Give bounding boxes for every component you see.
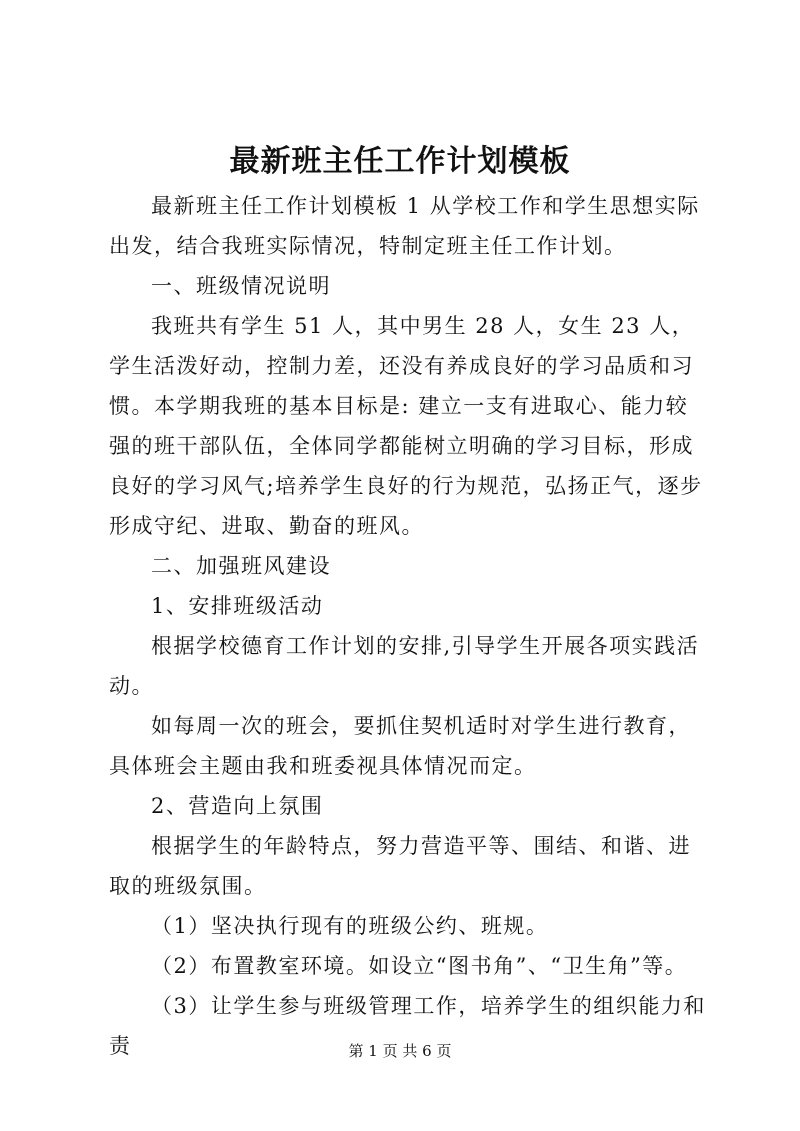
paragraph-activities: 根据学校德育工作计划的安排,引导学生开展各项实践活动。 — [109, 634, 700, 698]
paragraph-intro: 最新班主任工作计划模板 1 从学校工作和学生思想实际出发，结合我班实际情况，特制定班主任工作计划。 — [109, 194, 700, 258]
heading-section-1: 一、班级情况说明 — [151, 274, 331, 298]
document-title: 最新班主任工作计划模板 — [229, 144, 571, 179]
subheading-activities: 1、安排班级活动 — [151, 594, 324, 618]
document-body — [109, 186, 709, 1066]
heading-section-2: 二、加强班风建设 — [151, 554, 331, 578]
paragraph-class-meeting: 如每周一次的班会，要抓住契机适时对学生进行教育，具体班会主题由我和班委视具体情况而定。 — [109, 714, 691, 778]
list-item-3: （3）让学生参与班级管理工作，培养学生的组织能力和责 — [109, 994, 706, 1058]
subheading-atmosphere: 2、营造向上氛围 — [151, 794, 324, 818]
paragraph-atmosphere: 根据学生的年龄特点，努力营造平等、围结、和谐、进取的班级氛围。 — [109, 834, 691, 898]
list-item-1: （1）坚决执行现有的班级公约、班规。 — [151, 914, 549, 938]
paragraph-class-situation: 我班共有学生 51 人，其中男生 28 人，女生 23 人，学生活泼好动，控制力差，还没有养成良好的学习品质和习惯。本学期我班的基本目标是: 建立一支有进取心、能力较强的班干部队伍，全体同学都能树立明确的学习目标，形成良好的学习风气;培养学生良好的行为规范，弘扬正气，逐步形成守纪、进取、勤奋的班风。 — [109, 314, 703, 538]
list-item-2: （2）布置教室环境。如设立“图书角”、“卫生角”等。 — [151, 954, 688, 978]
page-footer: 第 1 页 共 6 页 — [348, 1042, 452, 1060]
